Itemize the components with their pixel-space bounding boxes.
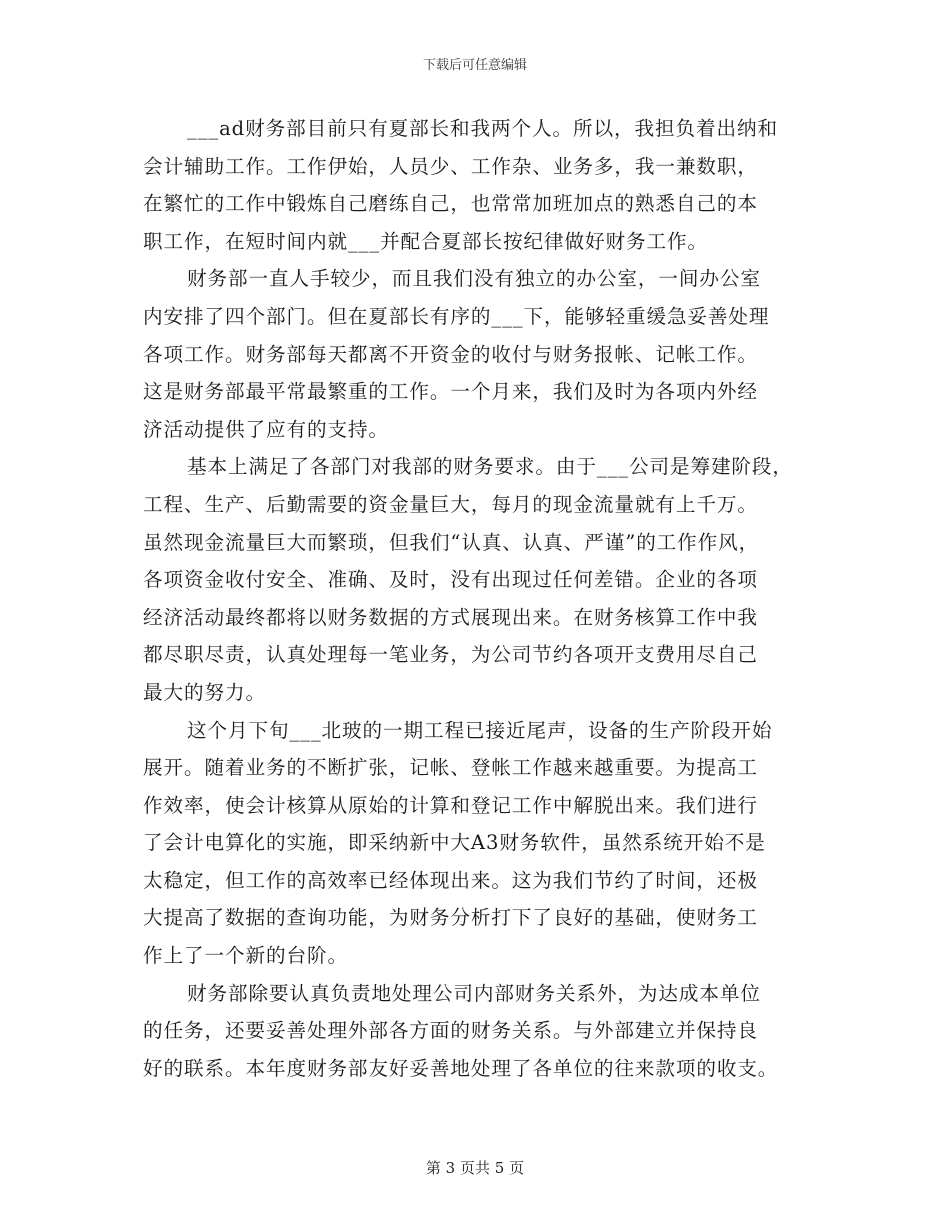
paragraph — [143, 975, 815, 1088]
text-line: 各项工作。财务部每天都离不开资金的收付与财务报帐、记帐工作。 — [143, 342, 758, 366]
paragraph — [143, 448, 815, 711]
paragraph — [143, 712, 815, 975]
text-line: 作效率，使会计核算从原始的计算和登记工作中解脱出来。我们进行 — [143, 793, 758, 817]
text-line: 了会计电算化的实施，即采纳新中大A3财务软件，虽然系统开始不是 — [143, 831, 766, 855]
text-line: 太稳定，但工作的高效率已经体现出来。这为我们节约了时间，还极 — [143, 868, 758, 892]
text-line: 大提高了数据的查询功能，为财务分析打下了良好的基础，使财务工 — [143, 906, 758, 930]
text-line: 职工作，在短时间内就___并配合夏部长按纪律做好财务工作。 — [143, 229, 708, 253]
text-line: 虽然现金流量巨大而繁琐，但我们“认真、认真、严谨”的工作作风， — [143, 530, 760, 554]
text-line: 都尽职尽责，认真处理每一笔业务，为公司节约各项开支费用尽自己 — [143, 643, 758, 667]
page-footer: 第 3 页共 5 页 — [425, 1159, 525, 1177]
text-line: 济活动提供了应有的支持。 — [143, 417, 389, 441]
text-line: 会计辅助工作。工作伊始，人员少、工作杂、业务多，我一兼数职， — [143, 154, 758, 178]
text-line: 作上了一个新的台阶。 — [143, 944, 348, 968]
text-line: 好的联系。本年度财务部友好妥善地处理了各单位的往来款项的收支。 — [143, 1056, 779, 1080]
text-line: 最大的努力。 — [143, 680, 266, 704]
text-line: 的任务，还要妥善处理外部各方面的财务关系。与外部建立并保持良 — [143, 1019, 758, 1043]
text-line: 基本上满足了各部门对我部的财务要求。由于___公司是筹建阶段， — [187, 455, 793, 479]
text-line: ___ad财务部目前只有夏部长和我两个人。所以，我担负着出纳和 — [187, 117, 778, 140]
text-line: 这是财务部最平常最繁重的工作。一个月来，我们及时为各项内外经 — [143, 380, 758, 404]
text-line: 在繁忙的工作中锻炼自己磨练自己，也常常加班加点的熟悉自己的本 — [143, 192, 758, 216]
paragraph — [143, 260, 815, 448]
text-line: 工程、生产、后勤需要的资金量巨大，每月的现金流量就有上千万。 — [143, 492, 758, 516]
text-line: 财务部除要认真负责地处理公司内部财务关系外，为达成本单位 — [187, 981, 761, 1005]
text-line: 展开。随着业务的不断扩张，记帐、登帐工作越来越重要。为提高工 — [143, 756, 758, 780]
text-line: 各项资金收付安全、准确、及时，没有出现过任何差错。企业的各项 — [143, 568, 758, 592]
text-line: 内安排了四个部门。但在夏部长有序的___下，能够轻重缓急妥善处理 — [143, 304, 770, 328]
text-line: 这个月下旬___北玻的一期工程已接近尾声，设备的生产阶段开始 — [187, 718, 773, 742]
paragraph — [143, 110, 815, 260]
text-line: 财务部一直人手较少，而且我们没有独立的办公室，一间办公室 — [187, 267, 761, 291]
text-line: 经济活动最终都将以财务数据的方式展现出来。在财务核算工作中我 — [143, 605, 758, 629]
document-body — [143, 110, 815, 1087]
page-header: 下载后可任意编辑 — [422, 58, 527, 73]
